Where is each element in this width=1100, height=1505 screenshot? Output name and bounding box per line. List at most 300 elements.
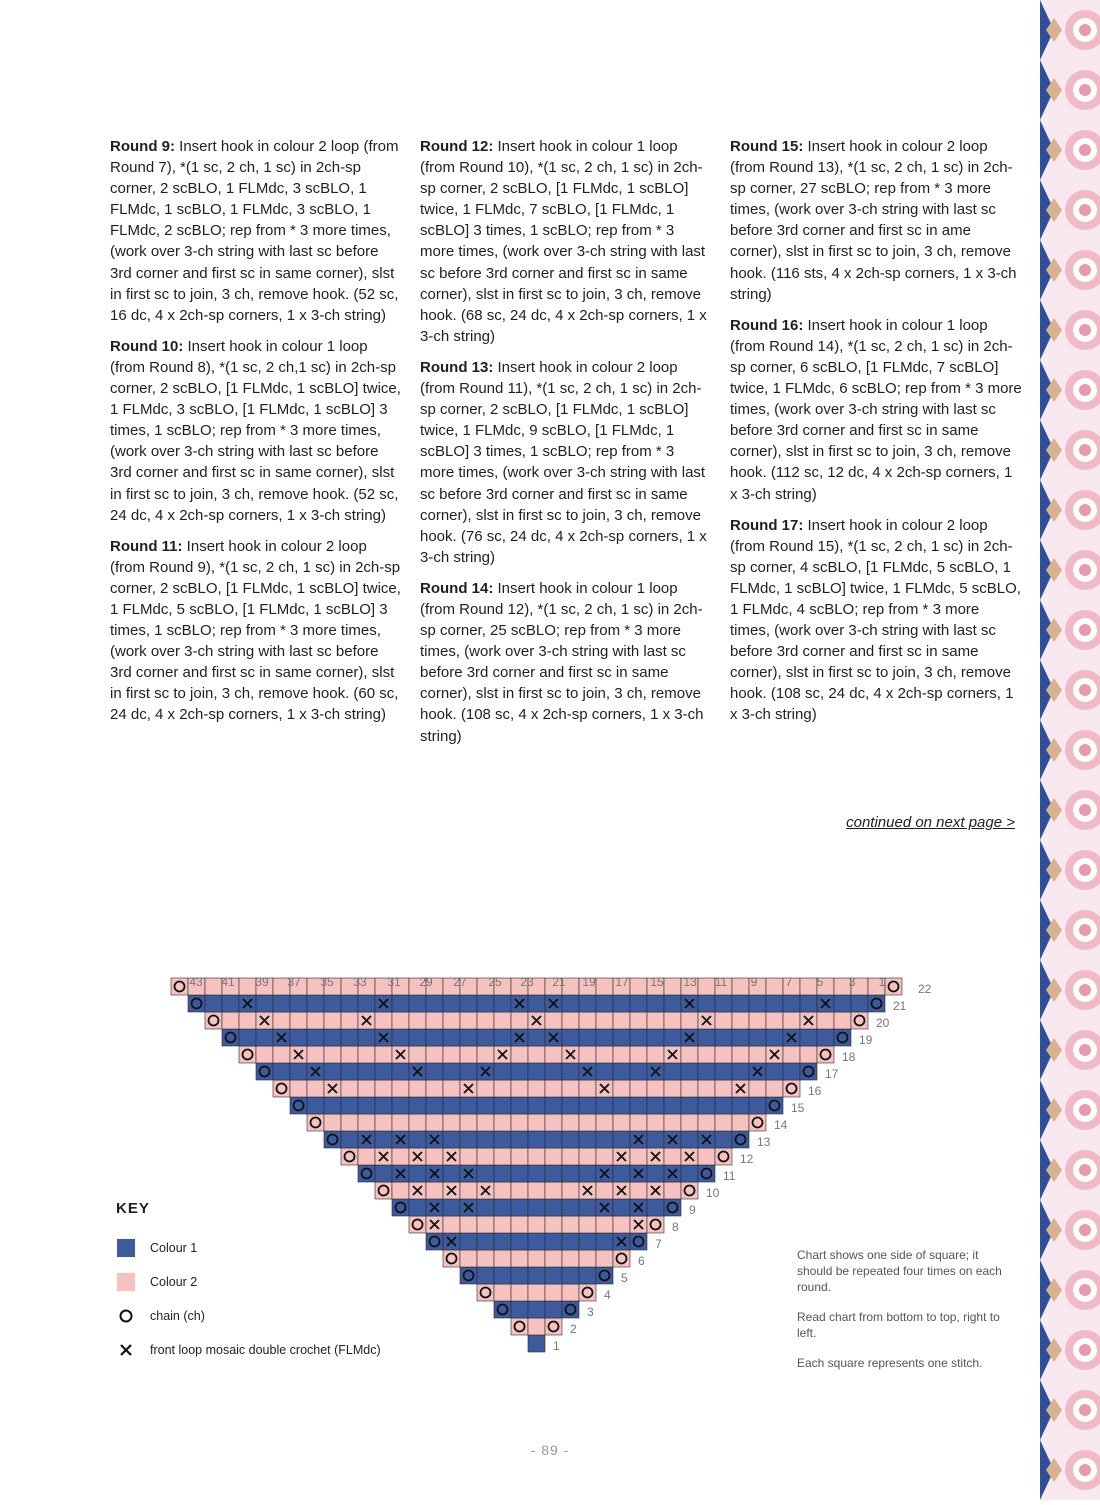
continued-link[interactable]: continued on next page > (846, 814, 1015, 831)
row-label: 6 (638, 1254, 645, 1268)
chart-cell (732, 1114, 749, 1131)
chart-cell (375, 1165, 392, 1182)
chart-cell (545, 1114, 562, 1131)
chart-cell (460, 1114, 477, 1131)
chart-cell (647, 995, 664, 1012)
key-item-colour-2: Colour 2 (116, 1265, 456, 1299)
column-label: 35 (320, 975, 334, 989)
chart-cell (358, 1097, 375, 1114)
chart-cell (358, 1029, 375, 1046)
chart-cell (239, 1046, 256, 1063)
chart-cell (834, 995, 851, 1012)
chart-cell (613, 1012, 630, 1029)
chart-cell (596, 1029, 613, 1046)
chart-cell (715, 1080, 732, 1097)
chart-cell (290, 1097, 307, 1114)
chart-cell (681, 1165, 698, 1182)
chart-cell (392, 1097, 409, 1114)
chart-cell (528, 1148, 545, 1165)
chart-cell (749, 1029, 766, 1046)
column-label: 7 (785, 975, 793, 989)
chart-cell (545, 1284, 562, 1301)
chart-cell (851, 1012, 868, 1029)
chart-cell (579, 1267, 596, 1284)
chart-cell (494, 1267, 511, 1284)
chart-cell (290, 1063, 307, 1080)
chart-cell (307, 995, 324, 1012)
row-label: 19 (859, 1033, 873, 1047)
chart-cell (494, 1114, 511, 1131)
chart-cell (426, 1182, 443, 1199)
chart-cell (885, 978, 902, 995)
chart-cell (460, 1148, 477, 1165)
chart-cell (290, 1080, 307, 1097)
note-1: Chart shows one side of square; it should be repeated four times on each round. (797, 1248, 1002, 1294)
chart-cell (630, 995, 647, 1012)
chart-cell (477, 1267, 494, 1284)
chart-cell (630, 1233, 647, 1250)
chart-cell (307, 1012, 324, 1029)
row-label: 5 (621, 1271, 628, 1285)
chart-cell (324, 1029, 341, 1046)
chart-cell (545, 1148, 562, 1165)
chart-cell (511, 1199, 528, 1216)
chart-cell (664, 1080, 681, 1097)
chart-cell (579, 1114, 596, 1131)
chart-cell (528, 1063, 545, 1080)
chart-cell (409, 1131, 426, 1148)
chart-cell (732, 1046, 749, 1063)
chart-cell (511, 1267, 528, 1284)
chart-cell (341, 1012, 358, 1029)
key-title: KEY (116, 1200, 150, 1217)
chart-cell (392, 1182, 409, 1199)
chart-cell (613, 1063, 630, 1080)
chart-cell (239, 978, 256, 995)
chart-cell (715, 1012, 732, 1029)
column-label: 27 (453, 975, 467, 989)
chart-cell (715, 1097, 732, 1114)
chart-cell (715, 1063, 732, 1080)
chart-cell (715, 1148, 732, 1165)
column-label: 43 (189, 975, 203, 989)
chart-cell (698, 1080, 715, 1097)
chart-cell (749, 1080, 766, 1097)
chart-cell (528, 1182, 545, 1199)
column-label: 3 (848, 975, 856, 989)
chart-cell (749, 1114, 766, 1131)
chart-cell (545, 1216, 562, 1233)
chart-cell (324, 1046, 341, 1063)
chart-cell (562, 1148, 579, 1165)
chart-cell (545, 1199, 562, 1216)
chart-cell (800, 995, 817, 1012)
chart-cell (460, 1029, 477, 1046)
chart-cell (579, 1097, 596, 1114)
chart-cell (579, 1046, 596, 1063)
chart-cell (256, 1063, 273, 1080)
column-label: 13 (683, 975, 697, 989)
chart-cell (545, 1165, 562, 1182)
chart-cell (562, 1080, 579, 1097)
chart-cell (477, 1233, 494, 1250)
chart-cell (307, 1046, 324, 1063)
chart-cell (290, 1029, 307, 1046)
chart-cell (613, 1199, 630, 1216)
chart-cell (494, 1097, 511, 1114)
chart-cell (664, 995, 681, 1012)
chart-cell (562, 1267, 579, 1284)
chart-cell (511, 1318, 528, 1335)
chart-cell (392, 1148, 409, 1165)
chart-cell (732, 1012, 749, 1029)
chart-cell (494, 1216, 511, 1233)
chart-cell (528, 1216, 545, 1233)
chart-cell (596, 1063, 613, 1080)
row-label: 9 (689, 1203, 696, 1217)
chart-cell (596, 1216, 613, 1233)
chart-cell (443, 1063, 460, 1080)
chart-cell (545, 1131, 562, 1148)
chart-cell (494, 1148, 511, 1165)
row-label: 8 (672, 1220, 679, 1234)
chart-cell (630, 1012, 647, 1029)
chart-cell (324, 1114, 341, 1131)
chart-cell (324, 1097, 341, 1114)
chart-cell (630, 1148, 647, 1165)
chart-cell (341, 1063, 358, 1080)
chart-cell (715, 1131, 732, 1148)
chart-cell (477, 1046, 494, 1063)
chart-cell (443, 995, 460, 1012)
chart-cell (545, 1046, 562, 1063)
chart-cell (443, 1046, 460, 1063)
column-label: 19 (582, 975, 596, 989)
chart-cell (613, 1216, 630, 1233)
chart-cell (579, 1216, 596, 1233)
chart-cell (732, 1097, 749, 1114)
chart-cell (596, 1233, 613, 1250)
chart-cell (528, 1097, 545, 1114)
chart-cell (698, 1114, 715, 1131)
chart-cell (681, 1012, 698, 1029)
chart-cell (426, 1046, 443, 1063)
chart-cell (647, 1216, 664, 1233)
chart-cell (732, 1063, 749, 1080)
colour1-swatch-icon (116, 1239, 136, 1257)
chart-cell (613, 1114, 630, 1131)
chart-cell (749, 995, 766, 1012)
chart-cell (460, 1267, 477, 1284)
chart-key (116, 1200, 456, 1367)
chart-cell (613, 1046, 630, 1063)
chart-cell (494, 1012, 511, 1029)
chart-cell (426, 1029, 443, 1046)
chart-cell (409, 1012, 426, 1029)
chart-cell (545, 1301, 562, 1318)
chart-cell (579, 1284, 596, 1301)
chart-cell (545, 1250, 562, 1267)
row-label: 16 (808, 1084, 822, 1098)
chart-cell (613, 1250, 630, 1267)
row-label: 15 (791, 1101, 805, 1115)
column-label: 29 (419, 975, 433, 989)
chart-cell (630, 1114, 647, 1131)
chart-cell (630, 1182, 647, 1199)
note-2: Read chart from bottom to top, right to left. (797, 1310, 1000, 1340)
chart-cell (341, 1080, 358, 1097)
chart-cell (222, 995, 239, 1012)
row-label: 13 (757, 1135, 771, 1149)
chart-cell (528, 1267, 545, 1284)
chart-cell (477, 1250, 494, 1267)
chart-cell (511, 1063, 528, 1080)
chart-cell (834, 1029, 851, 1046)
row-label: 21 (893, 999, 907, 1013)
chart-cell (528, 1165, 545, 1182)
chart-cell (664, 1199, 681, 1216)
chart-cell (630, 1097, 647, 1114)
chart-cell (596, 995, 613, 1012)
chart-cell (358, 1165, 375, 1182)
chart-cell (766, 1012, 783, 1029)
chart-cell (664, 1182, 681, 1199)
chart-cell (375, 1097, 392, 1114)
chart-cell (460, 1097, 477, 1114)
chart-cell (494, 1182, 511, 1199)
row-label: 11 (723, 1169, 736, 1183)
chart-cell (494, 1199, 511, 1216)
chart-cell (647, 1199, 664, 1216)
chart-cell (273, 995, 290, 1012)
chart-cell (409, 1165, 426, 1182)
chart-cell (647, 1097, 664, 1114)
chart-cell (698, 1165, 715, 1182)
column-label: 9 (750, 975, 758, 989)
chart-cell (341, 995, 358, 1012)
row-label: 12 (740, 1152, 754, 1166)
row-label: 20 (876, 1016, 890, 1030)
cross-icon (116, 1341, 136, 1359)
chart-cell (477, 1216, 494, 1233)
chart-cell (647, 1114, 664, 1131)
chart-cell (239, 1029, 256, 1046)
chart-cell (613, 1131, 630, 1148)
round-14: Round 14: Insert hook in colour 1 loop (from Round 12), *(1 sc, 2 ch, 1 sc) in 2ch-sp corner, 25 scBLO; rep from * 3 more times, (work over 3-ch string with last sc before 3rd corner and first sc in same corner), slst in first sc to join, 3 ch, remove hook. (108 sc, 4 x 2ch-sp corners, 1 x 3-ch string) (420, 579, 704, 745)
chart-cell (375, 1080, 392, 1097)
chart-cell (341, 1114, 358, 1131)
chart-cell (545, 1012, 562, 1029)
chart-cell (800, 978, 817, 995)
chart-cell (681, 1080, 698, 1097)
chart-cell (579, 1165, 596, 1182)
chart-cell (341, 1148, 358, 1165)
chart-cell (239, 1012, 256, 1029)
chart-cell (783, 1012, 800, 1029)
chart-cell (749, 1046, 766, 1063)
chart-cell (647, 1165, 664, 1182)
chart-cell (613, 1165, 630, 1182)
column-label: 33 (353, 975, 367, 989)
chart-cell (664, 1063, 681, 1080)
chart-cell (630, 1029, 647, 1046)
column-label: 25 (488, 975, 502, 989)
chart-cell (460, 1012, 477, 1029)
chart-cell (579, 1029, 596, 1046)
chart-cell (715, 1046, 732, 1063)
row-label: 3 (587, 1305, 594, 1319)
chart-cell (307, 1097, 324, 1114)
chart-cell (426, 1080, 443, 1097)
chart-cell (562, 1199, 579, 1216)
chart-cell (528, 1301, 545, 1318)
key-item-chain: chain (ch) (116, 1299, 456, 1333)
chart-cell (800, 1063, 817, 1080)
chart-cell (698, 1148, 715, 1165)
chart-cell (443, 1012, 460, 1029)
chart-cell (494, 1301, 511, 1318)
chart-cell (494, 1165, 511, 1182)
chart-cell (256, 1029, 273, 1046)
chart-cell (477, 1097, 494, 1114)
chart-cell (698, 1063, 715, 1080)
chart-cell (358, 1046, 375, 1063)
row-label: 14 (774, 1118, 788, 1132)
chart-cell (324, 1131, 341, 1148)
decorative-border (1040, 0, 1100, 1500)
chart-cell (664, 1012, 681, 1029)
chart-cell (443, 1080, 460, 1097)
chart-cell (375, 1131, 392, 1148)
chart-cell (562, 1131, 579, 1148)
chart-cell (460, 1182, 477, 1199)
chart-cell (596, 1267, 613, 1284)
chart-cell (562, 1216, 579, 1233)
chart-cell (613, 1080, 630, 1097)
row-label: 10 (706, 1186, 720, 1200)
chart-cell (443, 1097, 460, 1114)
chart-cell (426, 1097, 443, 1114)
chart-cell (443, 1131, 460, 1148)
chart-cell (205, 1012, 222, 1029)
chart-cell (511, 1012, 528, 1029)
chart-cell (664, 1114, 681, 1131)
chart-cell (766, 1029, 783, 1046)
chart-cell (528, 1029, 545, 1046)
chart-cell (205, 978, 222, 995)
column-label: 1 (878, 975, 886, 989)
chart-cell (681, 1046, 698, 1063)
chart-cell (579, 1233, 596, 1250)
chart-cell (426, 1012, 443, 1029)
chart-cell (579, 1199, 596, 1216)
key-item-colour-1: Colour 1 (116, 1231, 456, 1265)
chart-cell (511, 1284, 528, 1301)
chart-cell (715, 1029, 732, 1046)
round-12: Round 12: Insert hook in colour 1 loop (from Round 10), *(1 sc, 2 ch, 1 sc) in 2ch-sp corner, 2 scBLO, [1 FLMdc, 1 scBLO] twice, 1 FLMdc, 7 scBLO, [1 FLMdc, 1 scBLO] 3 times, 1 scBLO; rep from * 3 more times, (work over 3-ch string with last sc before 3rd corner and first sc in same corner), slst in first sc to join, 3 ch, remove hook. (68 sc, 24 dc, 4 x 2ch-sp corners, 1 x 3-ch string) (420, 138, 707, 345)
chart-cell (528, 1335, 545, 1352)
chart-cell (358, 1114, 375, 1131)
round-17: Round 17: Insert hook in colour 2 loop (from Round 15), *(1 sc, 2 ch, 1 sc) in 2ch-sp corner, 4 scBLO, [1 FLMdc, 5 scBLO, 1 FLMdc, 1 scBLO] twice, 1 FLMdc, 5 scBLO, 1 FLMdc, 4 scBLO; rep from * 3 more times, (work over 3-ch string with last sc before 3rd corner and first sc in same corner), slst in first sc to join, 3 ch, remove hook. (108 sc, 24 dc, 4 x 2ch-sp corners, 1 x 3-ch string) (730, 516, 1021, 724)
chart-cell (647, 1012, 664, 1029)
row-label: 4 (604, 1288, 611, 1302)
chart-cell (477, 1114, 494, 1131)
chart-cell (477, 1284, 494, 1301)
chart-cell (511, 1131, 528, 1148)
chart-cell (460, 1046, 477, 1063)
chart-cell (562, 1165, 579, 1182)
chart-cell (579, 1148, 596, 1165)
chart-cell (222, 1012, 239, 1029)
chart-cell (511, 1097, 528, 1114)
chart-cell (562, 1029, 579, 1046)
chart-cell (341, 1029, 358, 1046)
chart-cell (392, 995, 409, 1012)
chart-cell (460, 1131, 477, 1148)
chart-cell (392, 1063, 409, 1080)
column-label: 37 (287, 975, 301, 989)
chart-cell (545, 1318, 562, 1335)
chart-cell (528, 1199, 545, 1216)
chart-cell (528, 1284, 545, 1301)
chart-cell (681, 1114, 698, 1131)
chart-cell (511, 1114, 528, 1131)
chart-cell (443, 1114, 460, 1131)
chart-cell (392, 1080, 409, 1097)
column-label: 31 (387, 975, 401, 989)
chart-cell (698, 995, 715, 1012)
chart-cell (392, 1029, 409, 1046)
colour2-swatch-icon (116, 1273, 136, 1291)
chart-cell (596, 1148, 613, 1165)
chart-cell (188, 995, 205, 1012)
chart-cell (868, 995, 885, 1012)
chart-cell (579, 995, 596, 1012)
chart-cell (290, 1012, 307, 1029)
chart-cell (715, 995, 732, 1012)
chart-cell (392, 1012, 409, 1029)
chart-cell (528, 995, 545, 1012)
column-label: 21 (552, 975, 566, 989)
chart-cell (460, 1216, 477, 1233)
chart-cell (494, 1063, 511, 1080)
chart-cell (800, 1029, 817, 1046)
chart-cell (647, 1029, 664, 1046)
row-label: 22 (918, 982, 932, 996)
column-label: 23 (520, 975, 534, 989)
chart-cell (528, 1250, 545, 1267)
round-9: Round 9: Insert hook in colour 2 loop (from Round 7), *(1 sc, 2 ch, 1 sc) in 2ch-sp corner, 2 scBLO, 1 FLMdc, 3 scBLO, 1 FLMdc, 1 scBLO, 1 FLMdc, 3 scBLO, 1 FLMdc, 2 scBLO; rep from * 3 more times, (work over 3-ch string with last sc before 3rd corner and first sc in same corner), slst in first sc to join, 3 ch, remove hook. (52 sc, 16 dc, 4 x 2ch-sp corners, 1 x 3-ch string) (110, 138, 399, 324)
chart-cell (443, 1165, 460, 1182)
chart-cell (307, 1029, 324, 1046)
chart-cell (766, 1080, 783, 1097)
chart-cell (630, 1080, 647, 1097)
chart-cell (613, 1029, 630, 1046)
chart-cell (528, 1131, 545, 1148)
chart-cell (766, 1097, 783, 1114)
chart-cell (341, 1097, 358, 1114)
chart-cell (545, 1233, 562, 1250)
chart-cell (256, 995, 273, 1012)
chart-cell (375, 1012, 392, 1029)
chart-cell (324, 1012, 341, 1029)
chart-cell (613, 995, 630, 1012)
row-label: 18 (842, 1050, 856, 1064)
chart-cell (698, 1046, 715, 1063)
chart-cell (630, 978, 647, 995)
chart-cell (528, 1080, 545, 1097)
chart-cell (783, 1046, 800, 1063)
